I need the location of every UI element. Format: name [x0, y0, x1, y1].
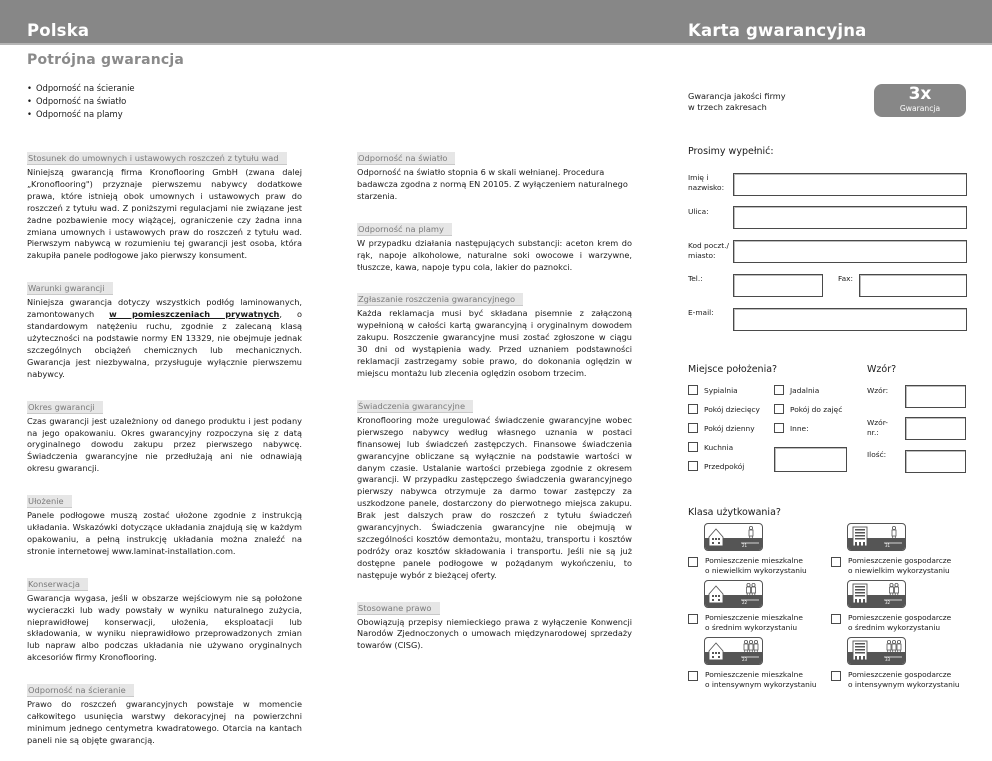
- label-line: nazwisko:: [688, 183, 725, 192]
- section-body: W przypadku działania następujących substancji: aceton krem do rąk, napoje alkoholowe, naturalne soki owocowe i warzywne, tłuszcze, kawa, napoje typu cola, lakier do paznokci.: [357, 237, 632, 272]
- usage-class-code: 32: [885, 600, 891, 605]
- section-defects-relation: [27, 146, 302, 262]
- usage-class-code: 22: [742, 600, 748, 605]
- office-one-person-icon: [847, 523, 906, 551]
- card-intro: [688, 91, 786, 113]
- location-heading: Miejsce położenia?: [688, 364, 778, 375]
- location-option-bedroom[interactable]: [688, 385, 738, 395]
- label-line: o intensywnym wykorzystaniu: [848, 679, 960, 689]
- body-text: , o standardowym natężeniu ruchu, zgodnie z zalecaną klasą użyteczności na podstawie normy EN 13329, nie obejmuje jednak szczególnych obciążeń chemicznych lub mechanicznych. Gwarancja jest niezbywalna, przysługuje wyłącznie pierwszemu nabywcy.: [27, 309, 302, 379]
- location-option-hallway[interactable]: [688, 461, 744, 471]
- bullet-item: • Odporność na plamy: [27, 108, 135, 121]
- location-option-living-room[interactable]: [688, 423, 755, 433]
- section-heading: Konserwacja: [27, 578, 88, 591]
- option-label: Pokój dzienny: [704, 423, 755, 433]
- usage-class-label: [848, 670, 960, 689]
- checkbox[interactable]: [688, 557, 698, 567]
- location-option-other[interactable]: [774, 423, 809, 433]
- section-body: Obowiązują przepisy niemieckiego prawa z wyłączenie Konwencji Narodów Zjednoczonych o umowach międzynarodowej sprzedaży towarów (CISG).: [357, 616, 632, 651]
- section-heading: Odporność na plamy: [357, 223, 452, 236]
- section-body: Prawo do roszczeń gwarancyjnych powstaje w momencie całkowitego usunięcia warstwy dekoracyjnej na powierzchni minimum jednego centymetra kwadratowego. Otarcia na kantach paneli nie są objęte gwarancją.: [27, 699, 302, 745]
- section-body: Gwarancja wygasa, jeśli w obszarze wejściowym nie są położone wycieraczki lub wady powstały w wyniku naturalnego zużycia, nieprawidłowej konserwacji, ułożenia, eksploatacji lub składowania, w wyniku nieprawidłowo przeprowadzonych zmian lub napraw albo podczas układania nie używano oryginalnych akcesoriów firmy Kronoflooring.: [27, 592, 302, 663]
- label-line: Pomieszczenie gospodarcze: [848, 556, 952, 565]
- option-label: Pokój dziecięcy: [704, 404, 760, 414]
- section-warranty-period: [27, 395, 302, 476]
- house-two-persons-icon: [704, 580, 763, 608]
- header-bar: [0, 0, 992, 45]
- location-option-kitchen[interactable]: [688, 442, 733, 452]
- section-heading: Ułożenie: [27, 495, 72, 508]
- option-label: Jadalnia: [790, 385, 820, 395]
- section-body: Kronoflooring może uregulować świadczenie gwarancyjne wobec pierwszego nabywcy według własnego uznania w postaci finansowej lub świadczeń zastępczych. Finansowe świadczenia gwarancyjne obliczane są wyłącznie na podstawie wartości w danym czasie. Ustalanie wartości przebiega zgodnie z okresem gwarancji. W przypadku zastępczego świadczenia gwarancyjnego pierwszy nabywca otrzymuje za darmo towar zastępczy za uszkodzone panele, dostarczony do pierwotnego miejsca zakupu. Brak jest dalszych praw do roszczeń z tytułu świadczeń gwarancyjnych. Świadczenia gwarancyjne nie obejmują w szczególności kosztów demontażu, montażu, transportu i kosztów podróży oraz kosztów składowania i transportu. Jeśli nie są już dostępne panele podłogowe w pożądanym wykończeniu, to następuje wybór z bieżącej oferty.: [357, 414, 632, 580]
- house-three-persons-icon: [704, 637, 763, 665]
- quantity-label: Ilość:: [867, 450, 887, 459]
- label-line: miasto:: [688, 251, 716, 260]
- office-three-persons-icon: [847, 637, 906, 665]
- section-body: Czas gwarancji jest uzależniony od danego produktu i jest podany na jego opakowaniu. Okres gwarancyjny rozpoczyna się z datą oryginalnego dowodu zakupu przez pierwszego nabywcę. Świadczenia gwarancyjne nie przedłużają ani nie odnawiają okresu gwarancji.: [27, 415, 302, 474]
- usage-class-label: [705, 556, 807, 575]
- location-option-kids-room[interactable]: [688, 404, 760, 414]
- section-warranty-conditions: [27, 276, 302, 380]
- section-body: Odporność na światło stopnia 6 w skali wełnianej. Procedura badawcza zgodna z normą EN 20105. Z wyłączeniem naturalnego starzenia.: [357, 167, 628, 201]
- usage-class-label: [848, 613, 951, 632]
- pattern-field[interactable]: [905, 385, 966, 408]
- checkbox[interactable]: [688, 404, 698, 414]
- label-line: o niewielkim wykorzystaniu: [848, 565, 950, 575]
- pattern-number-field[interactable]: [905, 417, 966, 440]
- section-heading: Stosowane prawo: [357, 602, 440, 615]
- terms-column-2: [357, 146, 632, 666]
- label-line: o niewielkim wykorzystaniu: [705, 565, 807, 575]
- checkbox[interactable]: [688, 614, 698, 624]
- usage-class-code: 31: [885, 543, 891, 548]
- checkbox[interactable]: [688, 442, 698, 452]
- bullet-item: • Odporność na ścieranie: [27, 82, 135, 95]
- street-field[interactable]: [733, 206, 967, 229]
- section-body: Niniejszą gwarancją firma Kronoflooring GmbH (zwana dalej „Kronoflooring") przyznaje pierwszemu nabywcy dodatkowe prawa, które istnieją obok umownych i ustawowych praw do roszczeń z tytułu wad. Z poniższymi regulacjami nie związane jest żadne pozbawienie mocy wiążącej, ograniczenie czy żadna inna zmiana umownych i ustawowych praw do roszczeń z tytułu wad. Pierwszym nabywcą w rozumieniu tej gwarancji jest osoba, która zakupiła panele podłogowe jako pierwszy konsument.: [27, 167, 302, 261]
- section-claim-reporting: [357, 287, 632, 379]
- label-line: Kod poczt./: [688, 241, 729, 250]
- fax-label: Fax:: [838, 274, 853, 283]
- bullet-item: • Odporność na światło: [27, 95, 135, 108]
- phone-field[interactable]: [733, 274, 823, 297]
- usage-class-label: [705, 613, 803, 632]
- terms-column-1: [27, 146, 302, 761]
- option-label: Pokój do zajęć: [790, 404, 843, 414]
- section-heading: Okres gwarancji: [27, 401, 103, 414]
- section-body: [27, 297, 302, 380]
- option-label: Kuchnia: [704, 442, 734, 452]
- label-line: Pomieszczenie mieszkalne: [705, 670, 803, 679]
- form-heading: Prosimy wypełnić:: [688, 146, 774, 157]
- option-label: Inne:: [790, 423, 809, 433]
- section-heading: Stosunek do umownych i ustawowych roszczeń z tytułu wad: [27, 152, 287, 165]
- badge-label: Gwarancja: [899, 104, 941, 113]
- label-line: nr.:: [867, 428, 879, 437]
- section-abrasion-resistance: [27, 678, 302, 747]
- checkbox[interactable]: [688, 671, 698, 681]
- label-line: Pomieszczenie mieszkalne: [705, 556, 803, 565]
- usage-class-code: 21: [742, 543, 748, 548]
- label-line: Wzór-: [867, 418, 888, 427]
- option-label: Sypialnia: [704, 385, 738, 395]
- email-field[interactable]: [733, 308, 967, 331]
- checkbox[interactable]: [831, 557, 841, 567]
- label-line: o intensywnym wykorzystaniu: [705, 679, 817, 689]
- checkbox[interactable]: [774, 385, 784, 395]
- phone-label: Tel.:: [688, 274, 703, 283]
- section-stain-resistance: [357, 217, 632, 274]
- body-text: Niniejsza gwarancja dotyczy wszystkich podłóg laminowanych, zamontowanych: [27, 297, 302, 320]
- location-other-field[interactable]: [774, 447, 847, 472]
- emphasized-text: w pomieszczeniach prywatnych: [109, 309, 280, 320]
- fax-field[interactable]: [859, 274, 967, 297]
- pattern-heading: Wzór?: [867, 364, 897, 375]
- zip-city-field[interactable]: [733, 240, 967, 263]
- location-option-activity-room[interactable]: [774, 404, 842, 414]
- usage-class-heading: Klasa użytkowania?: [688, 507, 781, 518]
- section-heading: Odporność na światło: [357, 152, 455, 165]
- section-maintenance: [27, 572, 302, 664]
- triple-warranty-heading: Potrójna gwarancja: [27, 52, 185, 68]
- usage-class-label: [848, 556, 951, 575]
- label-line: Pomieszczenie mieszkalne: [705, 613, 803, 622]
- warranty-card-title: Karta gwarancyjna: [688, 21, 867, 40]
- email-label: E-mail:: [688, 308, 714, 317]
- section-heading: Zgłaszanie roszczenia gwarancyjnego: [357, 293, 523, 306]
- left-page-title: Polska: [27, 21, 90, 40]
- section-body: Panele podłogowe muszą zostać ułożone zgodnie z instrukcją układania. Wskazówki dotyczące układania znajdują się w każdym opakowaniu, a pełną instrukcję układania można znaleźć na stronie internetowej www.laminat-installation.com.: [27, 510, 302, 556]
- name-label: [688, 173, 724, 193]
- checkbox[interactable]: [688, 461, 698, 471]
- section-heading: Warunki gwarancji: [27, 282, 113, 295]
- section-installation: [27, 489, 302, 558]
- name-field[interactable]: [733, 173, 967, 196]
- street-label: Ulica:: [688, 207, 709, 216]
- location-option-dining-room[interactable]: [774, 385, 819, 395]
- checkbox[interactable]: [831, 614, 841, 624]
- usage-class-label: [705, 670, 817, 689]
- warranty-bullet-list: [27, 82, 135, 121]
- pattern-label: Wzór:: [867, 386, 889, 395]
- triple-warranty-badge: [874, 84, 966, 117]
- office-two-persons-icon: [847, 580, 906, 608]
- checkbox[interactable]: [774, 404, 784, 414]
- label-line: Pomieszczenie gospodarcze: [848, 613, 952, 622]
- checkbox[interactable]: [774, 423, 784, 433]
- checkbox[interactable]: [831, 671, 841, 681]
- usage-class-code: 33: [885, 657, 891, 662]
- section-heading: Odporność na ścieranie: [27, 684, 134, 697]
- zip-city-label: [688, 241, 729, 261]
- section-body: Każda reklamacja musi być składana pisemnie z załączoną wypełnioną w całości kartą gwarancyjną i oryginalnym dowodem zakupu. Roszczenie gwarancyjne musi zostać zgłoszone w ciągu 30 dni od wystąpienia wady. Przed uznaniem podstawności reklamacji zastrzegamy sobie prawo, do dokonania oględzin w miejscu montażu lub zlecenia oględzin osobom trzecim.: [357, 308, 632, 378]
- label-line: Pomieszczenie gospodarcze: [848, 670, 952, 679]
- checkbox[interactable]: [688, 423, 698, 433]
- quantity-field[interactable]: [905, 450, 966, 473]
- label-line: Imię i: [688, 173, 709, 182]
- section-warranty-benefits: [357, 394, 632, 582]
- label-line: o średnim wykorzystaniu: [848, 622, 941, 632]
- intro-line: w trzech zakresach: [688, 102, 767, 112]
- house-one-person-icon: [704, 523, 763, 551]
- label-line: o średnim wykorzystaniu: [705, 622, 798, 632]
- badge-multiplier: 3x: [908, 84, 932, 104]
- section-applicable-law: [357, 596, 632, 653]
- section-heading: Świadczenia gwarancyjne: [357, 400, 473, 413]
- pattern-number-label: [867, 418, 888, 438]
- usage-class-code: 23: [742, 657, 748, 662]
- option-label: Przedpokój: [704, 461, 745, 471]
- section-light-resistance: [357, 146, 632, 203]
- checkbox[interactable]: [688, 385, 698, 395]
- intro-line: Gwarancja jakości firmy: [688, 91, 786, 101]
